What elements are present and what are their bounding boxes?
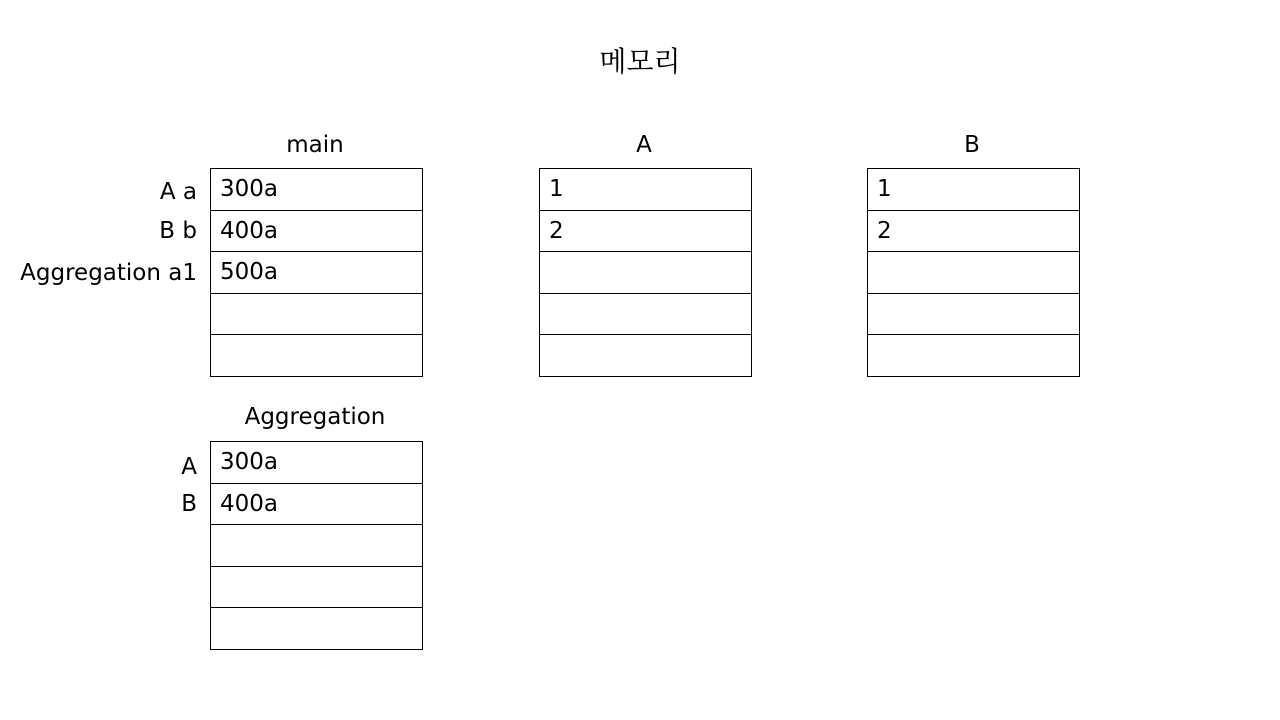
var-label-field-a: A xyxy=(181,454,197,480)
memory-cell: 1 xyxy=(868,169,1079,211)
memory-cell: 300a xyxy=(211,442,422,484)
memory-cell xyxy=(540,335,751,377)
b-memory-table xyxy=(867,168,1080,377)
memory-cell xyxy=(868,252,1079,294)
var-label-field-b: B xyxy=(181,491,197,517)
var-label-a: A a xyxy=(159,179,197,205)
memory-cell xyxy=(211,335,422,377)
memory-cell xyxy=(211,608,422,650)
var-label-b: B b xyxy=(159,218,197,244)
memory-cell xyxy=(211,567,422,609)
var-label-aggregation-a1: Aggregation a1 xyxy=(20,260,197,286)
memory-cell: 1 xyxy=(540,169,751,211)
memory-cell xyxy=(211,525,422,567)
memory-cell xyxy=(868,294,1079,336)
memory-cell: 2 xyxy=(868,211,1079,253)
memory-cell xyxy=(540,294,751,336)
memory-cell xyxy=(868,335,1079,377)
memory-cell xyxy=(540,252,751,294)
b-block-title: B xyxy=(964,132,980,158)
aggregation-memory-table xyxy=(210,441,423,650)
memory-cell: 2 xyxy=(540,211,751,253)
diagram-title: 메모리 xyxy=(599,45,681,78)
main-block-title: main xyxy=(286,132,344,158)
memory-cell: 400a xyxy=(211,484,422,526)
main-memory-table xyxy=(210,168,423,377)
memory-cell: 500a xyxy=(211,252,422,294)
memory-cell: 400a xyxy=(211,211,422,253)
aggregation-block-title: Aggregation xyxy=(244,404,386,430)
a-block-title: A xyxy=(636,132,652,158)
memory-cell xyxy=(211,294,422,336)
memory-cell: 300a xyxy=(211,169,422,211)
a-memory-table xyxy=(539,168,752,377)
